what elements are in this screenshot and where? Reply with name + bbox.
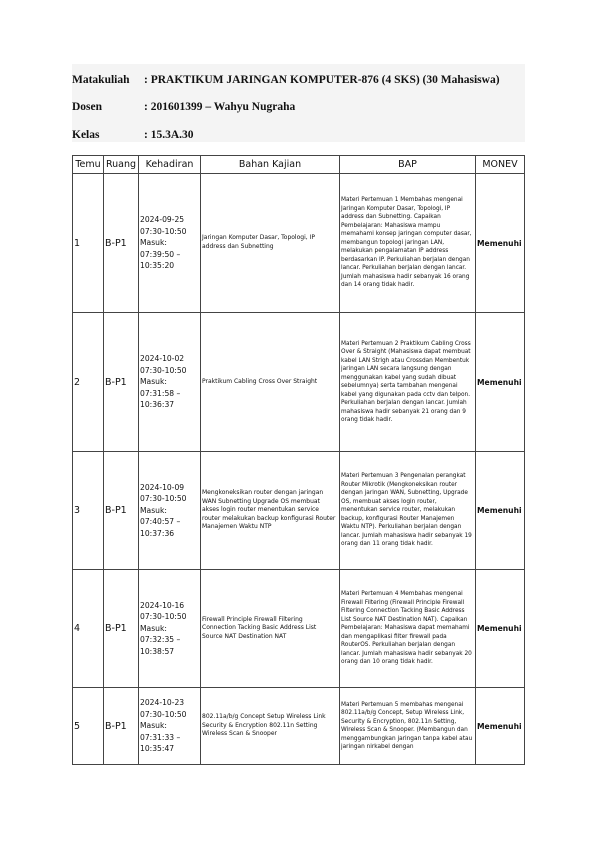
cell-ruang: B-P1 <box>104 452 139 570</box>
table-row <box>73 174 525 313</box>
cell-bap: Materi Pertemuan 3 Pengenalan perangkat Router Mikrotik (Mengkoneksikan router dengan jaringan WAN, Subnetting, Upgrade OS, membuat akses login router, menentukan service router, melakukan backup, konfigurasi Router Manajemen Waktu NTP). Perkuliahan berjalan dengan lancar. Jumlah mahasiswa hadir sebanyak 19 orang dan 11 orang tidak hadir. <box>340 452 476 570</box>
class-value: : 15.3A.30 <box>144 129 194 141</box>
cell-ruang: B-P1 <box>104 174 139 313</box>
column-header-temu: Temu <box>73 156 104 174</box>
cell-kehadiran: 2024-09-25 07:30-10:50 Masuk: 07:39:50 – 10:35:20 <box>139 174 201 313</box>
cell-bap: Materi Pertemuan 4 Membahas mengenai Firewall Filtering (Firewall Principle Firewall Filtering Connection Tacking Basic Address List Source NAT Destination NAT). Capaikan Pembelajaran: Mahasiswa dapat memahami dan mengaplikasi filter firewall pada RouterOS. Perkuliahan berjalan dengan lancar. Jumlah mahasiswa hadir sebanyak 20 orang dan 10 orang tidak hadir. <box>340 570 476 688</box>
lecturer-value: : 201601399 – Wahyu Nugraha <box>144 101 296 113</box>
meeting-table <box>72 155 525 765</box>
cell-bahan-kajian: Mengkoneksikan router dengan jaringan WAN Subnetting Upgrade OS membuat akses login router menentukan service router melakukan backup konfigurasi Router Manajemen Waktu NTP <box>201 452 340 570</box>
cell-bahan-kajian: 802.11a/b/g Concept Setup Wireless Link Security & Encryption 802.11n Setting Wireless Scan & Snooper <box>201 688 340 765</box>
column-header-bahan-kajian: Bahan Kajian <box>201 156 340 174</box>
cell-monev: Memenuhi <box>476 313 525 452</box>
column-header-bap: BAP <box>340 156 476 174</box>
table-row <box>73 570 525 688</box>
cell-bap: Materi Pertemuan 5 membahas mengenai 802.11a/b/g Concept, Setup Wireless Link, Security & Encryption, 802.11n Setting, Wireless Scan & Snooper. (Membangun dan menggambungkan jaringan tanpa kabel atau jaringan nirkabel dengan <box>340 688 476 765</box>
class-label: Kelas <box>72 129 100 141</box>
table-header-row <box>73 156 525 174</box>
cell-bahan-kajian: Jaringan Komputer Dasar, Topologi, IP address dan Subnetting <box>201 174 340 313</box>
cell-bap: Materi Pertemuan 1 Membahas mengenai Jaringan Komputer Dasar, Topologi, IP address dan Subnetting. Capaikan Pembelajaran: Mahasiswa mampu memahami konsep jaringan computer dasar, membangun topologi jaringan LAN, melakukan pengalamatan IP address berdasarkan IP. Perkuliahan berjalan dengan lancar. Perkuliahan berjalan dengan lancar. Jumlah mahasiswa hadir sebanyak 16 orang dan 14 orang tidak hadir. <box>340 174 476 313</box>
cell-ruang: B-P1 <box>104 688 139 765</box>
column-header-monev: MONEV <box>476 156 525 174</box>
course-label: Matakuliah <box>72 74 130 86</box>
cell-kehadiran: 2024-10-23 07:30-10:50 Masuk: 07:31:33 – 10:35:47 <box>139 688 201 765</box>
cell-ruang: B-P1 <box>104 313 139 452</box>
cell-monev: Memenuhi <box>476 570 525 688</box>
cell-bahan-kajian: Firewall Principle Firewall Filtering Connection Tacking Basic Address List Source NAT Destination NAT <box>201 570 340 688</box>
table-row <box>73 313 525 452</box>
cell-kehadiran: 2024-10-02 07:30-10:50 Masuk: 07:31:58 – 10:36:37 <box>139 313 201 452</box>
cell-temu: 3 <box>73 452 104 570</box>
cell-bahan-kajian: Praktikum Cabling Cross Over Straight <box>201 313 340 452</box>
table-row <box>73 688 525 765</box>
cell-ruang: B-P1 <box>104 570 139 688</box>
cell-temu: 5 <box>73 688 104 765</box>
cell-temu: 4 <box>73 570 104 688</box>
cell-monev: Memenuhi <box>476 174 525 313</box>
cell-bap: Materi Pertemuan 2 Praktikum Cabling Cross Over & Straight (Mahasiswa dapat membuat kabel LAN Strigh atau Crossdan Membentuk jaringan LAN secara langsung dengan menggunakan kabel yang sudah dibuat sebelumnya) serta tambahan mengenai kabel yang digunakan pada cctv dan telpon. Perkuliahan berjalan dengan lancar. Jumlah mahasiswa hadir sebanyak 21 orang dan 9 orang tidak hadir. <box>340 313 476 452</box>
column-header-kehadiran: Kehadiran <box>139 156 201 174</box>
cell-temu: 1 <box>73 174 104 313</box>
table-row <box>73 452 525 570</box>
column-header-ruang: Ruang <box>104 156 139 174</box>
cell-monev: Memenuhi <box>476 688 525 765</box>
cell-kehadiran: 2024-10-16 07:30-10:50 Masuk: 07:32:35 – 10:38:57 <box>139 570 201 688</box>
lecturer-label: Dosen <box>72 101 103 113</box>
course-value: : PRAKTIKUM JARINGAN KOMPUTER-876 (4 SKS) (30 Mahasiswa) <box>144 74 500 86</box>
course-info-block <box>72 64 525 142</box>
cell-temu: 2 <box>73 313 104 452</box>
cell-monev: Memenuhi <box>476 452 525 570</box>
cell-kehadiran: 2024-10-09 07:30-10:50 Masuk: 07:40:57 – 10:37:36 <box>139 452 201 570</box>
